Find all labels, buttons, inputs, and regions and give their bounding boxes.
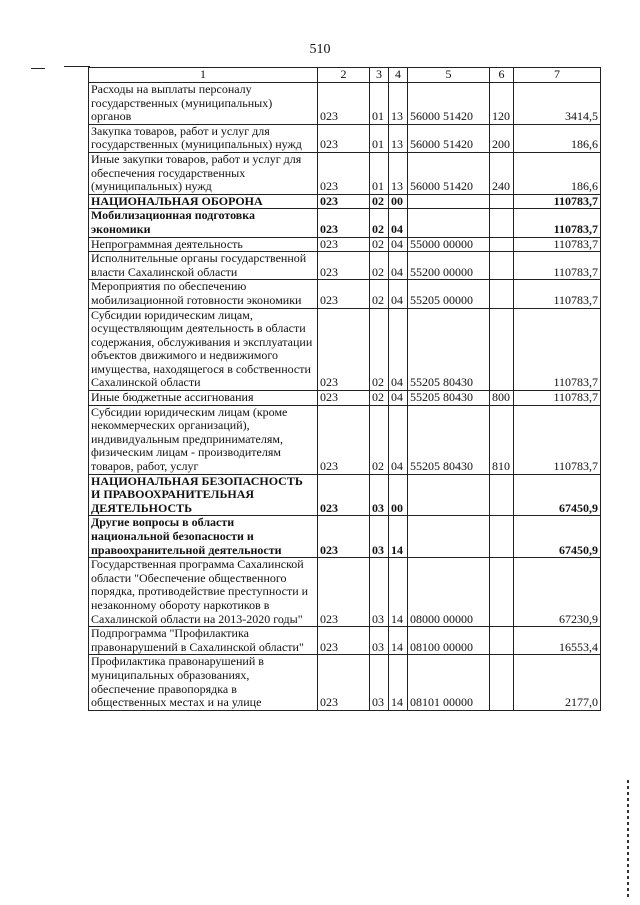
- row-expense-type-cell: [490, 280, 514, 308]
- row-expense-type-cell: [490, 252, 514, 280]
- row-target-item-cell: 56000 51420: [408, 152, 490, 194]
- row-name-cell: Закупка товаров, работ и услуг для государственных (муниципальных) нужд: [89, 124, 318, 152]
- row-admin-code-cell: 023: [318, 516, 370, 558]
- row-section-cell: 02: [370, 252, 389, 280]
- row-subsection-cell: 13: [389, 124, 408, 152]
- row-target-item-cell: 55205 80430: [408, 391, 490, 406]
- row-subsection-cell: 04: [389, 280, 408, 308]
- page-number: 510: [309, 42, 331, 57]
- row-expense-type-cell: [490, 209, 514, 237]
- row-subsection-cell: 14: [389, 627, 408, 655]
- row-amount-cell: 67450,9: [514, 516, 601, 558]
- row-section-cell: 03: [370, 516, 389, 558]
- row-amount-cell: 2177,0: [514, 655, 601, 710]
- row-name-cell: Исполнительные органы государственной власти Сахалинской области: [89, 252, 318, 280]
- row-admin-code-cell: 023: [318, 194, 370, 209]
- row-amount-cell: 186,6: [514, 124, 601, 152]
- row-target-item-cell: 56000 51420: [408, 83, 490, 125]
- row-admin-code-cell: 023: [318, 391, 370, 406]
- row-expense-type-cell: [490, 194, 514, 209]
- row-subsection-cell: 13: [389, 83, 408, 125]
- row-amount-cell: 3414,5: [514, 83, 601, 125]
- row-name-cell: Мероприятия по обеспечению мобилизационной готовности экономики: [89, 280, 318, 308]
- column-header: 6: [490, 68, 514, 83]
- row-name-cell: Профилактика правонарушений в муниципальных образованиях, обеспечение правопорядка в общественных местах и на улице: [89, 655, 318, 710]
- row-subsection-cell: 00: [389, 194, 408, 209]
- column-header: 5: [408, 68, 490, 83]
- row-expense-type-cell: [490, 627, 514, 655]
- table-row: [89, 152, 601, 194]
- row-name-cell: Иные закупки товаров, работ и услуг для обеспечения государственных (муниципальных) нужд: [89, 152, 318, 194]
- row-subsection-cell: 14: [389, 558, 408, 627]
- column-header: 1: [89, 68, 318, 83]
- row-section-cell: 02: [370, 237, 389, 252]
- row-subsection-cell: 04: [389, 237, 408, 252]
- row-subsection-cell: 04: [389, 308, 408, 391]
- row-section-cell: 01: [370, 124, 389, 152]
- table-row: [89, 558, 601, 627]
- row-expense-type-cell: 240: [490, 152, 514, 194]
- table-row: [89, 209, 601, 237]
- row-admin-code-cell: 023: [318, 627, 370, 655]
- row-section-cell: 02: [370, 308, 389, 391]
- row-subsection-cell: 13: [389, 152, 408, 194]
- table-row: [89, 124, 601, 152]
- table-row: [89, 194, 601, 209]
- row-amount-cell: 186,6: [514, 152, 601, 194]
- row-admin-code-cell: 023: [318, 474, 370, 516]
- row-amount-cell: 67450,9: [514, 474, 601, 516]
- row-name-cell: Расходы на выплаты персоналу государственных (муниципальных) органов: [89, 83, 318, 125]
- row-name-cell: НАЦИОНАЛЬНАЯ БЕЗОПАСНОСТЬ И ПРАВООХРАНИТЕЛЬНАЯ ДЕЯТЕЛЬНОСТЬ: [89, 474, 318, 516]
- row-section-cell: 02: [370, 209, 389, 237]
- row-expense-type-cell: [490, 474, 514, 516]
- row-target-item-cell: [408, 194, 490, 209]
- row-admin-code-cell: 023: [318, 83, 370, 125]
- row-name-cell: Мобилизационная подготовка экономики: [89, 209, 318, 237]
- row-subsection-cell: 04: [389, 252, 408, 280]
- table-row: [89, 391, 601, 406]
- column-header: 7: [514, 68, 601, 83]
- row-expense-type-cell: 200: [490, 124, 514, 152]
- column-header: 3: [370, 68, 389, 83]
- row-amount-cell: 16553,4: [514, 627, 601, 655]
- table-row: [89, 474, 601, 516]
- row-expense-type-cell: 120: [490, 83, 514, 125]
- row-section-cell: 02: [370, 405, 389, 474]
- row-amount-cell: 110783,7: [514, 194, 601, 209]
- row-section-cell: 02: [370, 391, 389, 406]
- row-expense-type-cell: [490, 558, 514, 627]
- row-target-item-cell: 56000 51420: [408, 124, 490, 152]
- row-subsection-cell: 14: [389, 655, 408, 710]
- row-target-item-cell: 08100 00000: [408, 627, 490, 655]
- row-name-cell: Другие вопросы в области национальной безопасности и правоохранительной деятельности: [89, 516, 318, 558]
- row-expense-type-cell: [490, 516, 514, 558]
- row-amount-cell: 110783,7: [514, 391, 601, 406]
- row-name-cell: Подпрограмма "Профилактика правонарушений в Сахалинской области": [89, 627, 318, 655]
- table-row: [89, 237, 601, 252]
- row-amount-cell: 110783,7: [514, 237, 601, 252]
- table-header-row: [89, 68, 601, 83]
- row-section-cell: 01: [370, 83, 389, 125]
- row-name-cell: Иные бюджетные ассигнования: [89, 391, 318, 406]
- table-row: [89, 308, 601, 391]
- row-subsection-cell: 00: [389, 474, 408, 516]
- top-rule: [64, 66, 90, 67]
- row-name-cell: НАЦИОНАЛЬНАЯ ОБОРОНА: [89, 194, 318, 209]
- table-row: [89, 252, 601, 280]
- row-section-cell: 03: [370, 474, 389, 516]
- row-target-item-cell: [408, 474, 490, 516]
- row-admin-code-cell: 023: [318, 124, 370, 152]
- row-target-item-cell: 55200 00000: [408, 252, 490, 280]
- row-admin-code-cell: 023: [318, 308, 370, 391]
- row-admin-code-cell: 023: [318, 237, 370, 252]
- row-target-item-cell: [408, 209, 490, 237]
- row-subsection-cell: 04: [389, 405, 408, 474]
- scan-edge: [627, 780, 629, 900]
- budget-table: [88, 67, 601, 711]
- row-admin-code-cell: 023: [318, 655, 370, 710]
- table-row: [89, 405, 601, 474]
- row-admin-code-cell: 023: [318, 558, 370, 627]
- row-name-cell: Субсидии юридическим лицам (кроме некоммерческих организаций), индивидуальным предпринимателям, физическим лицам - производителям товаров, работ, услуг: [89, 405, 318, 474]
- row-amount-cell: 110783,7: [514, 308, 601, 391]
- row-expense-type-cell: [490, 655, 514, 710]
- table-row: [89, 655, 601, 710]
- row-section-cell: 03: [370, 655, 389, 710]
- row-section-cell: 01: [370, 152, 389, 194]
- row-section-cell: 03: [370, 627, 389, 655]
- row-section-cell: 02: [370, 280, 389, 308]
- row-amount-cell: 110783,7: [514, 280, 601, 308]
- row-target-item-cell: [408, 516, 490, 558]
- row-target-item-cell: 55000 00000: [408, 237, 490, 252]
- row-target-item-cell: 55205 00000: [408, 280, 490, 308]
- table-row: [89, 516, 601, 558]
- row-amount-cell: 67230,9: [514, 558, 601, 627]
- row-subsection-cell: 14: [389, 516, 408, 558]
- table-row: [89, 627, 601, 655]
- row-target-item-cell: 55205 80430: [408, 405, 490, 474]
- row-admin-code-cell: 023: [318, 152, 370, 194]
- row-admin-code-cell: 023: [318, 252, 370, 280]
- table-row: [89, 280, 601, 308]
- row-expense-type-cell: [490, 308, 514, 391]
- row-subsection-cell: 04: [389, 209, 408, 237]
- row-admin-code-cell: 023: [318, 280, 370, 308]
- row-amount-cell: 110783,7: [514, 252, 601, 280]
- row-target-item-cell: 55205 80430: [408, 308, 490, 391]
- row-section-cell: 02: [370, 194, 389, 209]
- row-expense-type-cell: 800: [490, 391, 514, 406]
- row-admin-code-cell: 023: [318, 209, 370, 237]
- row-target-item-cell: 08101 00000: [408, 655, 490, 710]
- row-expense-type-cell: [490, 237, 514, 252]
- column-header: 4: [389, 68, 408, 83]
- row-amount-cell: 110783,7: [514, 405, 601, 474]
- margin-mark: [31, 68, 45, 69]
- row-section-cell: 03: [370, 558, 389, 627]
- row-target-item-cell: 08000 00000: [408, 558, 490, 627]
- row-admin-code-cell: 023: [318, 405, 370, 474]
- row-subsection-cell: 04: [389, 391, 408, 406]
- row-name-cell: Непрограммная деятельность: [89, 237, 318, 252]
- row-name-cell: Государственная программа Сахалинской области "Обеспечение общественного порядка, противодействие преступности и незаконному обороту наркотиков в Сахалинской области на 2013-2020 годы": [89, 558, 318, 627]
- column-header: 2: [318, 68, 370, 83]
- row-name-cell: Субсидии юридическим лицам, осуществляющим деятельность в области содержания, обслуживания и эксплуатации объектов движимого и недвижимого имущества, находящегося в собственности Сахалинской области: [89, 308, 318, 391]
- table-row: [89, 83, 601, 125]
- row-amount-cell: 110783,7: [514, 209, 601, 237]
- row-expense-type-cell: 810: [490, 405, 514, 474]
